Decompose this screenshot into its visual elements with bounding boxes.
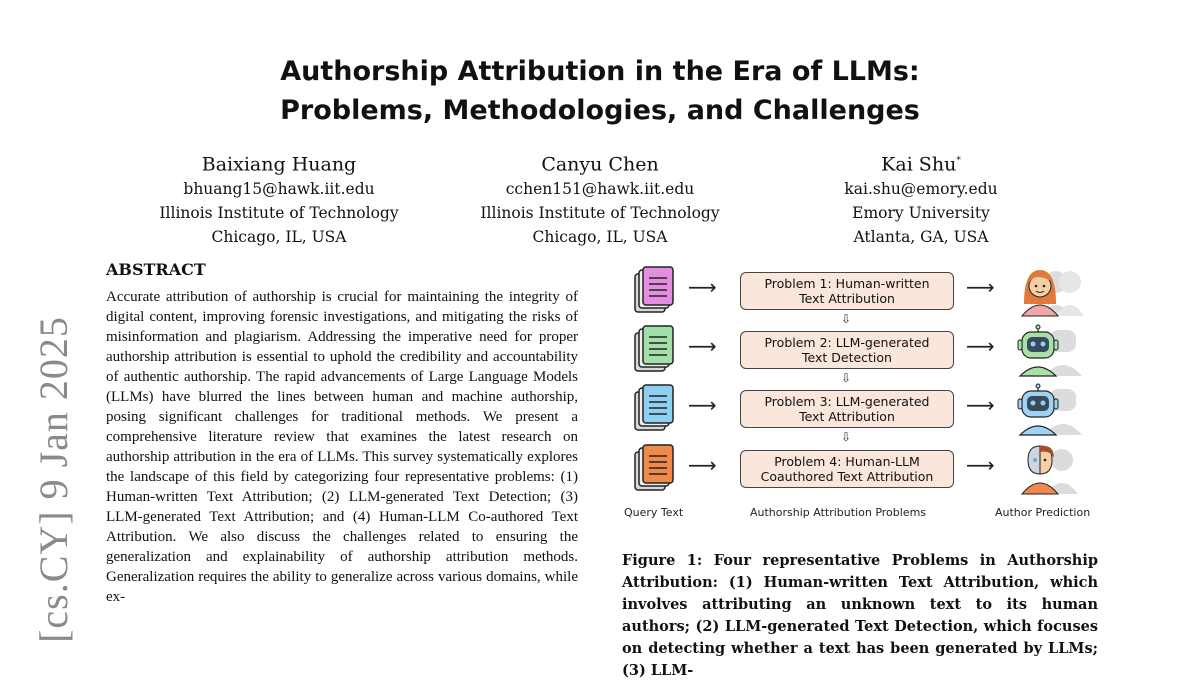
author-name-line xyxy=(129,148,429,177)
author-name: Kai Shu xyxy=(881,153,957,176)
right-arrow-icon: ⟶ xyxy=(688,275,717,299)
robot-icon xyxy=(1010,383,1082,435)
problems-label: Authorship Attribution Problems xyxy=(750,506,927,519)
right-arrow-icon: ⟶ xyxy=(688,393,717,417)
author-block xyxy=(450,148,750,249)
right-arrow-icon: ⟶ xyxy=(966,334,995,358)
document-icon xyxy=(634,325,678,373)
problem-2-box xyxy=(740,331,954,369)
author-location: Chicago, IL, USA xyxy=(211,228,347,247)
figure-1 xyxy=(608,262,1108,524)
abstract-body: Accurate attribution of authorship is crucial for maintaining the integrity of digital content, improving forensic investigations, and mitigating the risks of misinformation and plagiarism. Addressing the imperative need for proper authorship attribution is essential to uphold the credibility and accountability of authentic authorship. The rapid advancements of Large Language Models (LLMs) have blurred the lines between human and machine authorship, posing significant challenges for traditional methods. We present a comprehensive literature review that examines the latest research on authorship attribution in the era of LLMs. This survey systematically explores the landscape of this field by categorizing four representative problems: (1) Human-written Text Attribution; (2) LLM-generated Text Detection; (3) LLM-generated Text Attribution; and (4) Human-LLM Co-authored Text Attribution. We also discuss the challenges related to ensuring the generalization and explainability of authorship attribution methods. Generalization requires the ability to generalize across various domains, while ex- xyxy=(106,289,578,605)
problem-3-line-2: Text Attribution xyxy=(799,409,895,424)
problem-4-line-1: Problem 4: Human-LLM xyxy=(774,454,920,469)
author-name: Baixiang Huang xyxy=(201,153,357,176)
author-email: cchen151@hawk.iit.edu xyxy=(505,180,695,199)
author-location: Atlanta, GA, USA xyxy=(853,228,989,247)
right-arrow-icon: ⟶ xyxy=(966,275,995,299)
problem-4-box xyxy=(740,450,954,488)
cyborg-icon xyxy=(1010,442,1082,494)
right-arrow-icon: ⟶ xyxy=(688,334,717,358)
author-prediction-label: Author Prediction xyxy=(995,506,1091,519)
problem-1-line-1: Problem 1: Human-written xyxy=(764,276,930,291)
author-location: Chicago, IL, USA xyxy=(532,228,668,247)
arxiv-stamp xyxy=(8,315,98,643)
problem-2-line-2: Text Detection xyxy=(802,350,892,365)
author-affiliation: Illinois Institute of Technology xyxy=(480,204,720,223)
down-arrow-icon: ⇩ xyxy=(841,430,852,444)
author-name-line xyxy=(450,148,750,177)
down-arrow-icon: ⇩ xyxy=(841,312,852,326)
down-arrow-icon: ⇩ xyxy=(841,371,852,385)
robot-icon xyxy=(1010,324,1082,376)
author-email: bhuang15@hawk.iit.edu xyxy=(183,180,375,199)
problem-1-line-2: Text Attribution xyxy=(799,291,895,306)
document-icon xyxy=(634,266,678,314)
author-block xyxy=(129,148,429,249)
right-arrow-icon: ⟶ xyxy=(688,453,717,477)
abstract-heading: ABSTRACT xyxy=(106,260,206,279)
author-email: kai.shu@emory.edu xyxy=(844,180,998,199)
author-name: Canyu Chen xyxy=(541,153,659,176)
author-block xyxy=(771,148,1071,249)
figure-caption: Figure 1: Four representative Problems in Authorship Attribution: (1) Human-written Text Attribution, which involves attributing an unknown text to its human authors; (2) LLM-generated Text Detection, which focuses on detecting whether a text has been generated by LLMs; (3) LLM- xyxy=(622,552,1098,679)
author-affiliation: Emory University xyxy=(852,204,990,223)
author-mark: * xyxy=(956,156,961,166)
problem-2-line-1: Problem 2: LLM-generated xyxy=(764,335,930,350)
document-icon xyxy=(634,444,678,492)
problem-3-line-1: Problem 3: LLM-generated xyxy=(764,394,930,409)
arxiv-stamp-text: [cs.CY] 9 Jan 2025 xyxy=(30,315,76,643)
right-arrow-icon: ⟶ xyxy=(966,453,995,477)
paper-title-line-1: Authorship Attribution in the Era of LLMs: xyxy=(280,56,920,87)
author-name-line xyxy=(771,148,1071,177)
author-affiliation: Illinois Institute of Technology xyxy=(159,204,399,223)
query-text-label: Query Text xyxy=(624,506,684,519)
paper-title-line-2: Problems, Methodologies, and Challenges xyxy=(280,95,920,126)
problem-3-box xyxy=(740,390,954,428)
problem-4-line-2: Coauthored Text Attribution xyxy=(760,469,934,484)
human-icon xyxy=(1010,264,1082,316)
right-arrow-icon: ⟶ xyxy=(966,393,995,417)
problem-1-box xyxy=(740,272,954,310)
document-icon xyxy=(634,384,678,432)
